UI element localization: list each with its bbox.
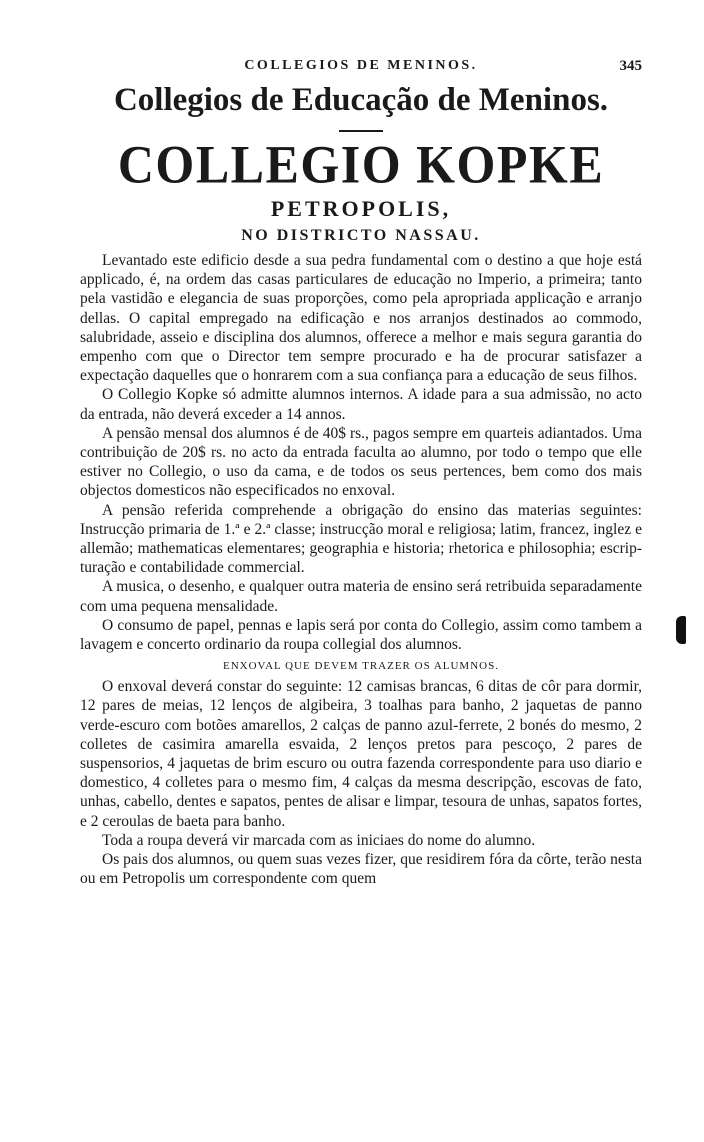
paragraph-admission: O Collegio Kopke só admitte alumnos internos. A idade para a sua admissão, no acto da entrada, não deverá exceder a 14 annos. <box>80 386 642 423</box>
running-head <box>80 58 642 78</box>
book-page <box>80 58 642 889</box>
paragraph-marking: Toda a roupa deverá vir marcada com as iniciaes do nome do alumno. <box>102 831 536 849</box>
title-rule <box>339 130 383 132</box>
college-name: COLLEGIO KOPKE <box>117 133 605 195</box>
paragraph-correspondent: Os pais dos alumnos, ou quem suas vezes fizer, que residirem fóra da côrte, terão nesta ou em Petropolis um correspondente com quem <box>80 851 642 888</box>
section-title: Collegios de Educação de Meninos. <box>113 82 609 118</box>
margin-ink-mark <box>676 616 686 644</box>
paragraph-trousseau: O enxoval deverá constar do seguinte: 12 camisas brancas, 6 ditas de côr para dormir, 12 pares de meias, 12 lenços de algibeira, 3 toalhas para banho, 2 jaquetas de panno verde-escuro com botões amarellos, 2 calças de panno azul-ferrete, 2 bonés do mesmo, 2 colletes de casimira amarella esvaida, 2 lenços pretos para pescoço, 2 pares de suspensorios, 4 jaquetas de brim escuro ou outra fazenda correspondente para uso diario e domestico, 4 colletes para o mesmo fim, 4 calças da mesma descripção, escovas de fato, unhas, cabello, dentes e sapatos, pentes de alisar e limpar, tesoura de unhas, sapatos fortes, e 2 ceroulas de baeta para banho. <box>80 678 642 830</box>
college-district: NO DISTRICTO NASSAU. <box>241 227 481 244</box>
paragraph-supplies: O consumo de papel, pennas e lapis será por conta do Collegio, assim como tambem a lavagem e concerto ordinario da roupa collegial dos alumnos. <box>80 616 642 654</box>
list-heading: ENXOVAL QUE DEVEM TRAZER OS ALUMNOS. <box>223 660 499 673</box>
body-text <box>80 251 642 889</box>
paragraph-extras: A musica, o desenho, e qualquer outra materia de ensino será retribuida separadamente com uma pequena mensalidade. <box>80 578 642 615</box>
page-number: 345 <box>619 58 642 74</box>
paragraph-fees: A pensão mensal dos alumnos é de 40$ rs., pagos sempre em quarteis adiantados. Uma contribuição de 20$ rs. no acto da entrada faculta ao alumno, por todo o tempo que elle estiver no Collegio, o uso da cama, e de todos os seus pertences, bem como dos mais objectos domesticos não especificados no enxoval. <box>80 424 642 500</box>
paragraph-curriculum: A pensão referida comprehende a obrigação do ensino das materias seguintes: Instrucção primaria de 1.ª e 2.ª classe; instrucção moral e religiosa; latim, francez, inglez e allemão; mathematicas elementares; geographia e historia; rhetorica e philosophia; escripturação e contabilidade commercial. <box>80 501 642 577</box>
running-title: COLLEGIOS DE MENINOS. <box>244 58 478 73</box>
college-place: PETROPOLIS, <box>270 196 452 221</box>
paragraph-building: Levantado este edificio desde a sua pedra fundamental com o destino a que hoje está applicado, é, na ordem das casas particulares de educação no Imperio, a primeira; tanto pela vastidão e elegancia de suas proporções, como pela apropriada applicação e arranjo dellas. O capital empregado na edificação e nos arranjos destinados ao commodo, salubridade, asseio e disciplina dos alumnos, offerece a melhor e mais segura garantia do empenho com que o Director tem sempre procurado e ha de procurar satisfazer a expectação daquelles que o honrarem com a sua confiança para a educação de seus filhos. <box>80 252 642 385</box>
